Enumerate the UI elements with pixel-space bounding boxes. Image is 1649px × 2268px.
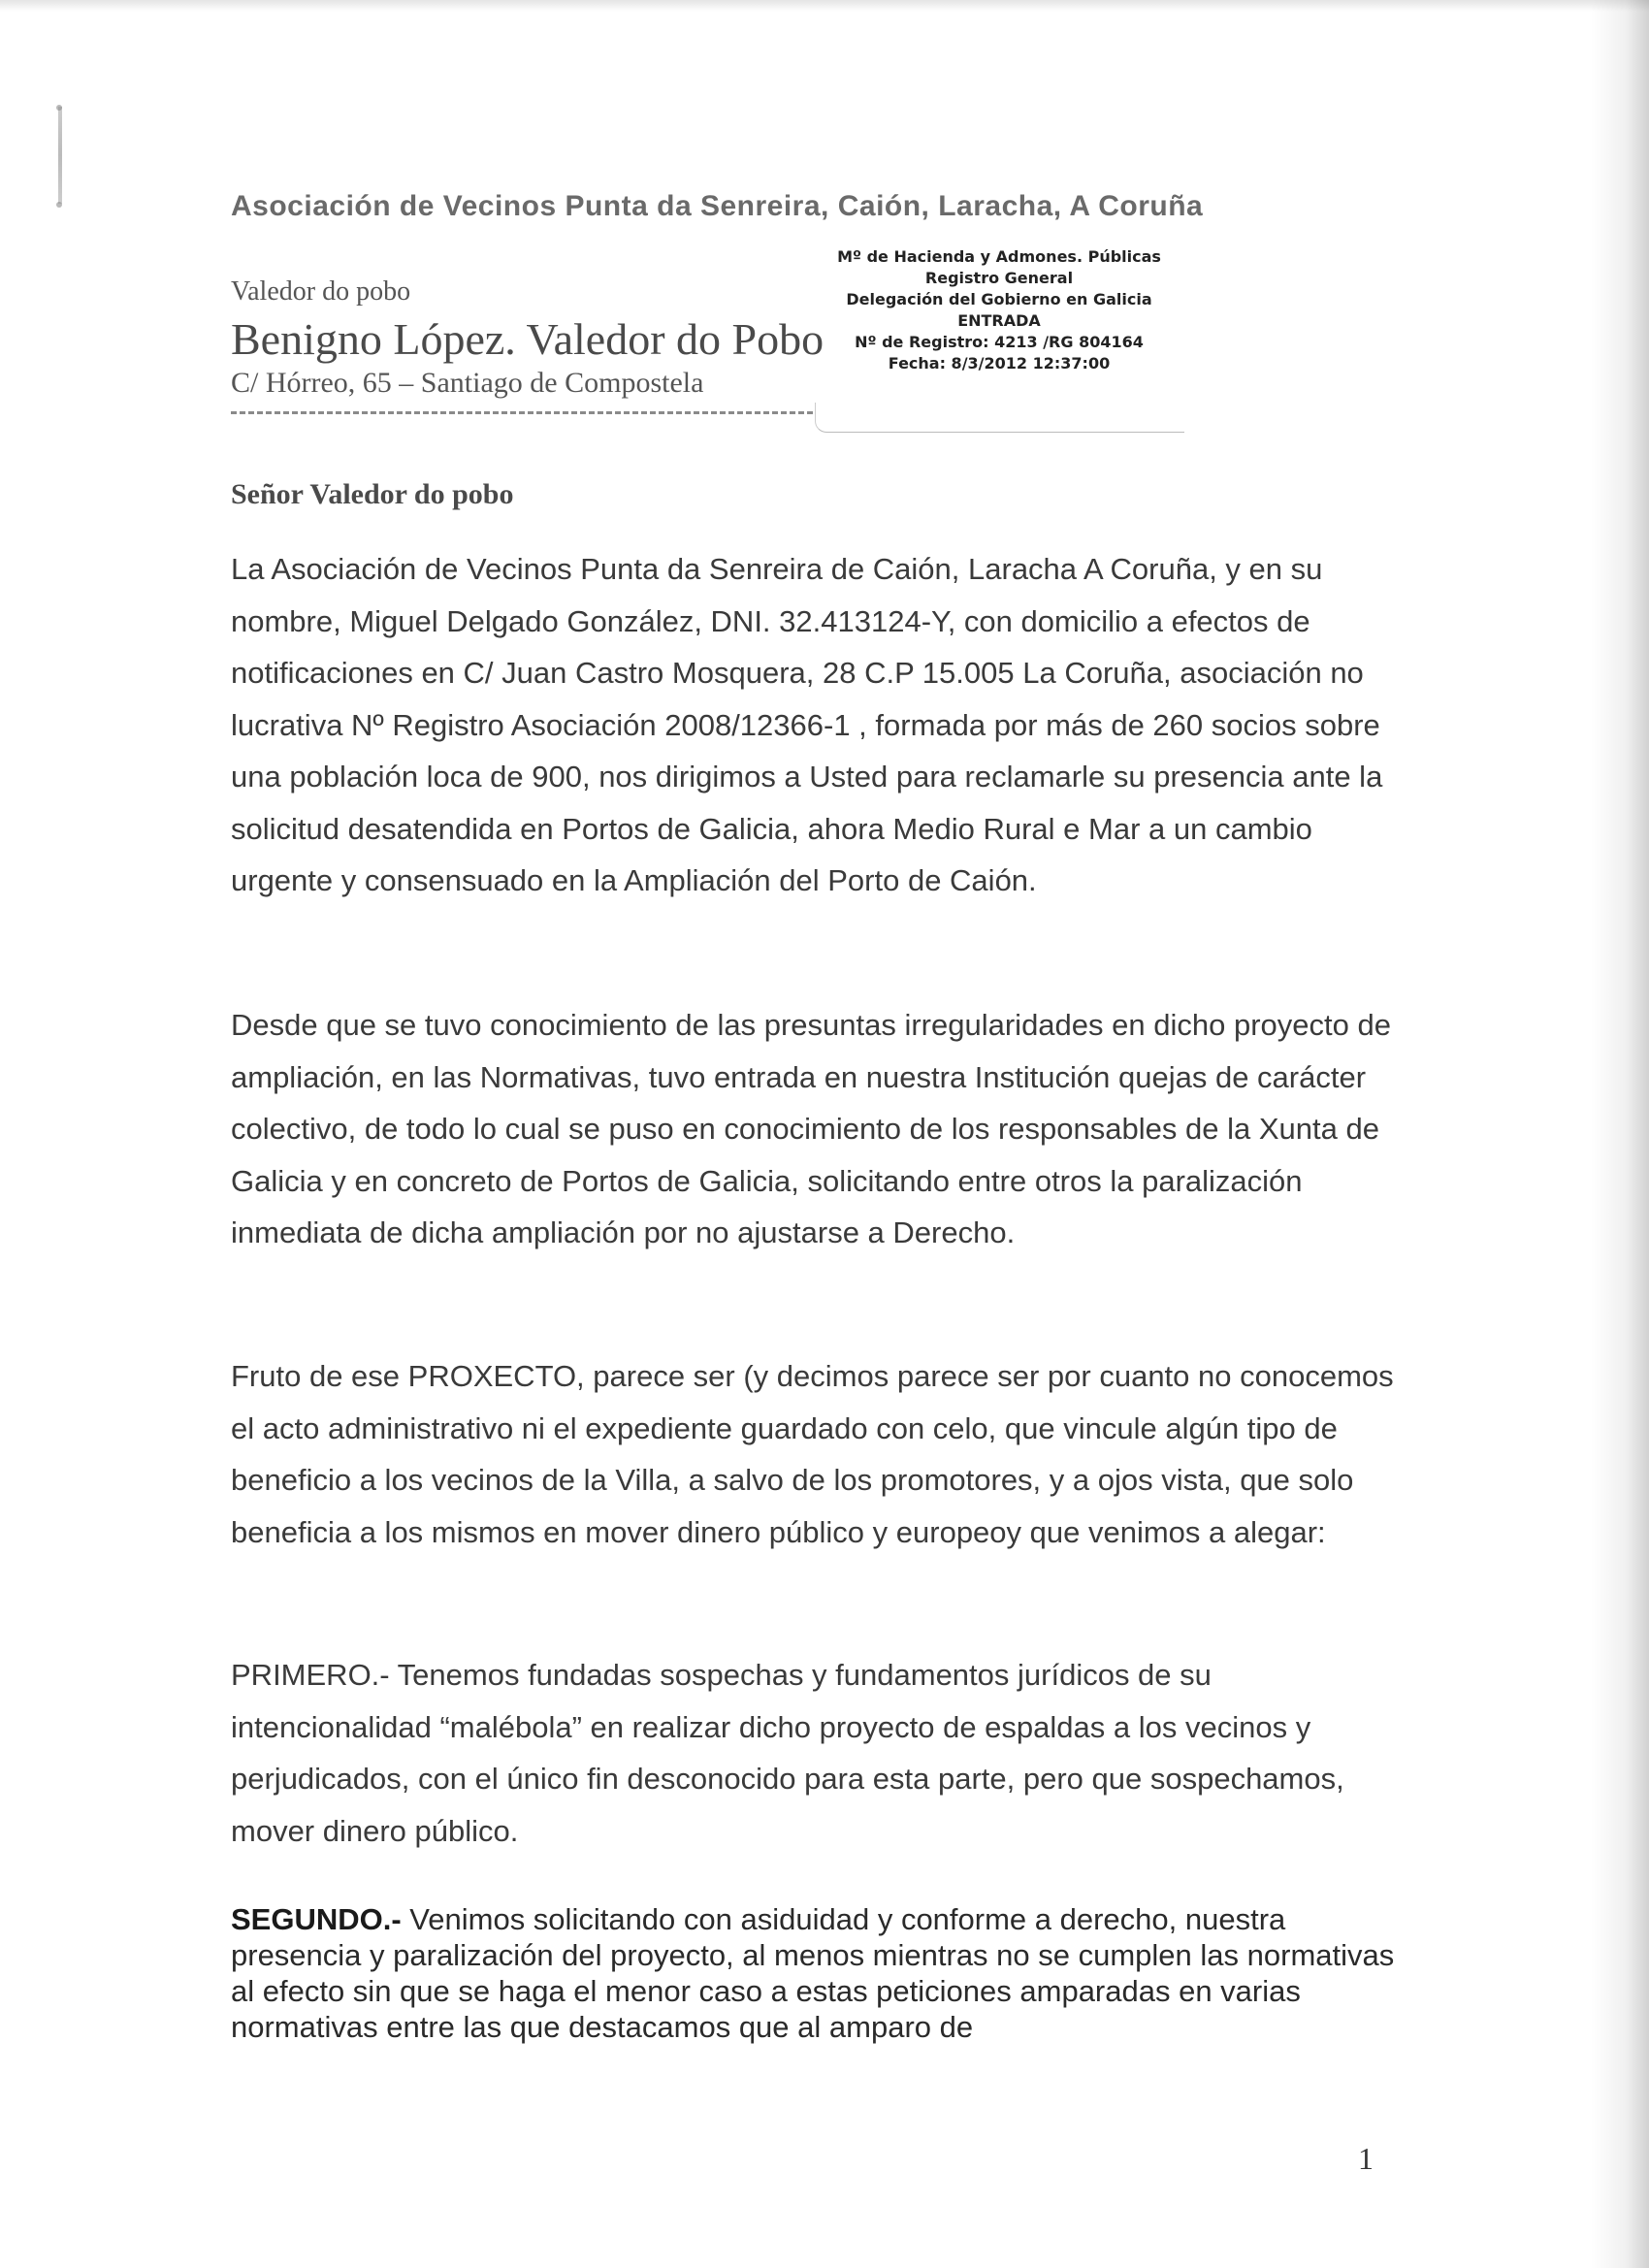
scan-right-shadow xyxy=(1591,0,1649,2268)
recipient-role: Valedor do pobo xyxy=(231,276,411,307)
separator-dashes xyxy=(231,411,813,414)
scan-top-edge xyxy=(0,0,1649,12)
stamp-line: Fecha: 8/3/2012 12:37:00 xyxy=(888,354,1111,373)
binder-dot xyxy=(56,202,62,208)
body-paragraph: Desde que se tuvo conocimiento de las presuntas irregularidades en dicho proyecto de ampliación, en las Normativas, tuvo entrada en nuestra Institución quejas de carácter colectivo, de todo lo cual se puso en conocimiento de los responsables de la Xunta de Galicia y en concreto de Portos de Galicia, solicitando entre otros la paralización inmediata de dicha ampliación por no ajustarse a Derecho. xyxy=(231,1008,1391,1249)
stamp-line: Mº de Hacienda y Admones. Públicas xyxy=(837,247,1161,266)
stamp-border xyxy=(815,403,1184,433)
stamp-line: Nº de Registro: 4213 /RG 804164 xyxy=(855,333,1144,351)
registry-stamp xyxy=(815,246,1183,433)
recipient-block xyxy=(231,276,824,400)
stamp-line: ENTRADA xyxy=(957,311,1041,330)
stamp-line: Registro General xyxy=(924,269,1074,287)
stamp-line: Delegación del Gobierno en Galicia xyxy=(846,290,1152,308)
salutation: Señor Valedor do pobo xyxy=(231,478,514,510)
recipient-name: Benigno López. Valedor do Pobo xyxy=(231,314,824,364)
paragraph-text: Venimos solicitando con asiduidad y conforme a derecho, nuestra presencia y paralización del proyecto, al menos mientras no se cumplen las normativas al efecto sin que se haga el menor caso a estas peticiones amparadas en varias normativas entre las que destacamos que al amparo de xyxy=(231,1902,1395,2044)
organization-header: Asociación de Vecinos Punta da Senreira, Caión, Laracha, A Coruña xyxy=(231,190,1204,222)
body-paragraph: Fruto de ese PROXECTO, parece ser (y decimos parece ser por cuanto no conocemos el acto administrativo ni el expediente guardado con celo, que vincule algún tipo de beneficio a los vecinos de la Villa, a salvo de los promotores, y a ojos vista, que solo beneficia a los mismos en mover dinero público y europeoy que venimos a alegar: xyxy=(231,1359,1394,1549)
page-number: 1 xyxy=(1358,2141,1374,2176)
body-paragraph: La Asociación de Vecinos Punta da Senreira de Caión, Laracha A Coruña, y en su nombre, Miguel Delgado González, DNI. 32.413124-Y, con domicilio a efectos de notificaciones en C/ Juan Castro Mosquera, 28 C.P 15.005 La Coruña, asociación no lucrativa Nº Registro Asociación 2008/12366-1 , formada por más de 260 socios sobre una población loca de 900, nos dirigimos a Usted para reclamarle su presencia ante la solicitud desatendida en Portos de Galicia, ahora Medio Rural e Mar a un cambio urgente y consensuado en la Ampliación del Porto de Caión. xyxy=(231,552,1383,897)
body-paragraph-segundo xyxy=(231,1901,1395,2045)
paragraph-lead: SEGUNDO.- xyxy=(231,1902,402,1936)
recipient-address: C/ Hórreo, 65 – Santiago de Compostela xyxy=(231,367,704,399)
body-paragraph: PRIMERO.- Tenemos fundadas sospechas y fundamentos jurídicos de su intencionalidad “malébola” en realizar dicho proyecto de espaldas a los vecinos y perjudicados, con el único fin desconocido para esta parte, pero que sospechamos, mover dinero público. xyxy=(231,1658,1344,1848)
binder-dot xyxy=(56,105,62,111)
binder-mark xyxy=(58,107,62,204)
